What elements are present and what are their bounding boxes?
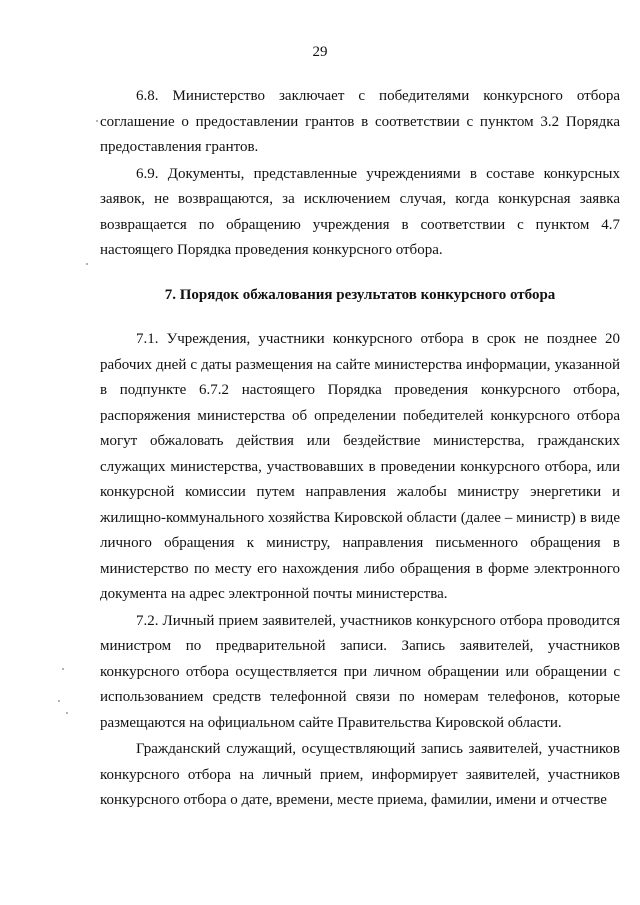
scan-speck: [66, 712, 68, 714]
scan-speck: [86, 263, 88, 265]
document-body: [100, 84, 620, 814]
paragraph-civil-servant: Гражданский служащий, осуществляющий запись заявителей, участников конкурсного отбора на личный прием, информирует заявителей, участников конкурсного отбора о дате, времени, месте приема, фамилии, имени и отчестве: [100, 741, 620, 808]
paragraph-6-8: 6.8. Министерство заключает с победителями конкурсного отбора соглашение о предоставлении грантов в соответствии с пунктом 3.2 Порядка предоставления грантов.: [100, 88, 620, 155]
scan-speck: [62, 668, 64, 670]
scan-speck: [58, 700, 60, 702]
page-number: 29: [312, 44, 328, 60]
section-heading: 7. Порядок обжалования результатов конкурсного отбора: [164, 286, 556, 303]
paragraph-6-9: 6.9. Документы, представленные учреждениями в составе конкурсных заявок, не возвращаются, за исключением случая, когда конкурсная заявка возвращается по обращению учреждения в соответствии с пунктом 4.7 настоящего Порядка проведения конкурсного отбора.: [100, 165, 620, 258]
paragraph-7-1: 7.1. Учреждения, участники конкурсного отбора в срок не позднее 20 рабочих дней с даты размещения на сайте министерства информации, указанной в подпункте 6.7.2 настоящего Порядка проведения конкурсного отбора, распоряжения министерства об определении победителей конкурсного отбора могут обжаловать действия или бездействие министерства, гражданских служащих министерства, участвовавших в проведении конкурсного отбора, или конкурсной комиссии путем направления жалобы министру энергетики и жилищно-коммунального хозяйства Кировской области (далее – министр) в виде личного обращения к министру, направления письменного обращения в министерство по месту его нахождения либо обращения в форме электронного документа на адрес электронной почты министерства.: [100, 331, 620, 602]
paragraph-7-2: 7.2. Личный прием заявителей, участников конкурсного отбора проводится министром по предварительной записи. Запись заявителей, участников конкурсного отбора осуществляется при личном обращении или обращении с использованием средств телефонной связи по номерам телефонов, которые размещаются на официальном сайте Правительства Кировской области.: [100, 612, 620, 731]
scan-speck: [96, 120, 98, 122]
